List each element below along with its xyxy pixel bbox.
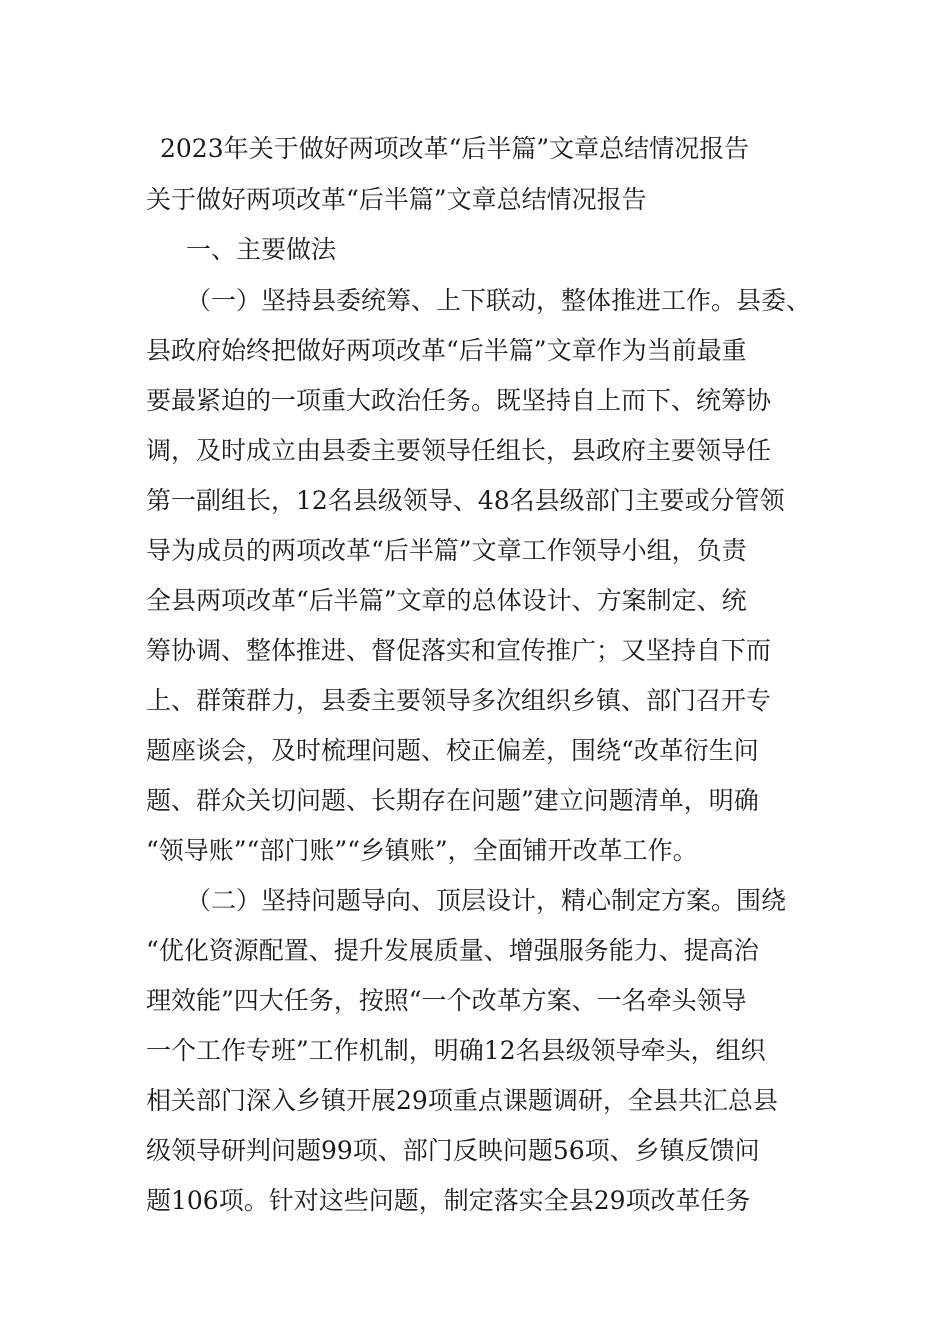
paragraph-line: 上、群策群力，县委主要领导多次组织乡镇、部门召开专 xyxy=(146,686,772,715)
paragraph-line: 全县两项改革“后半篇”文章的总体设计、方案制定、统 xyxy=(146,586,747,615)
paragraph-line: （一）坚持县委统筹、上下联动，整体推进工作。县委、 xyxy=(186,286,812,315)
paragraph-line: 理效能”四大任务，按照“一个改革方案、一名牵头领导 xyxy=(146,986,747,1015)
paragraph-line: 一个工作专班”工作机制，明确12名县级领导牵头，组织 xyxy=(146,1036,766,1065)
paragraph-line: 相关部门深入乡镇开展29项重点课题调研，全县共汇总县 xyxy=(146,1086,778,1115)
paragraph-line: 第一副组长，12名县级领导、48名县级部门主要或分管领 xyxy=(146,486,785,515)
paragraph-line: 筹协调、整体推进、督促落实和宣传推广；又坚持自下而 xyxy=(146,636,772,665)
paragraph-line: 级领导研判问题99项、部门反映问题56项、乡镇反馈问 xyxy=(146,1136,760,1165)
paragraph-line: 题106项。针对这些问题，制定落实全县29项改革任务 xyxy=(146,1186,751,1215)
paragraph-line: “优化资源配置、提升发展质量、增强服务能力、提高治 xyxy=(146,936,759,965)
paragraph-line: 县政府始终把做好两项改革“后半篇”文章作为当前最重 xyxy=(146,336,747,365)
paragraph-line: 导为成员的两项改革“后半篇”文章工作领导小组，负责 xyxy=(146,536,747,565)
paragraph-line: 题、群众关切问题、长期存在问题”建立问题清单，明确 xyxy=(146,786,759,815)
paragraph-line: 要最紧迫的一项重大政治任务。既坚持自上而下、统筹协 xyxy=(146,386,772,415)
paragraph-line: 题座谈会，及时梳理问题、校正偏差，围绕“改革衍生问 xyxy=(146,736,759,765)
paragraph-line: 调，及时成立由县委主要领导任组长，县政府主要领导任 xyxy=(146,436,772,465)
document-title: 2023年关于做好两项改革“后半篇”文章总结情况报告 xyxy=(160,134,750,163)
paragraph-line: （二）坚持问题导向、顶层设计，精心制定方案。围绕 xyxy=(186,886,787,915)
paragraph-line: “领导账”“部门账”“乡镇账”，全面铺开改革工作。 xyxy=(146,836,698,865)
section-heading: 一、主要做法 xyxy=(186,235,337,264)
document-subtitle: 关于做好两项改革“后半篇”文章总结情况报告 xyxy=(146,185,647,214)
